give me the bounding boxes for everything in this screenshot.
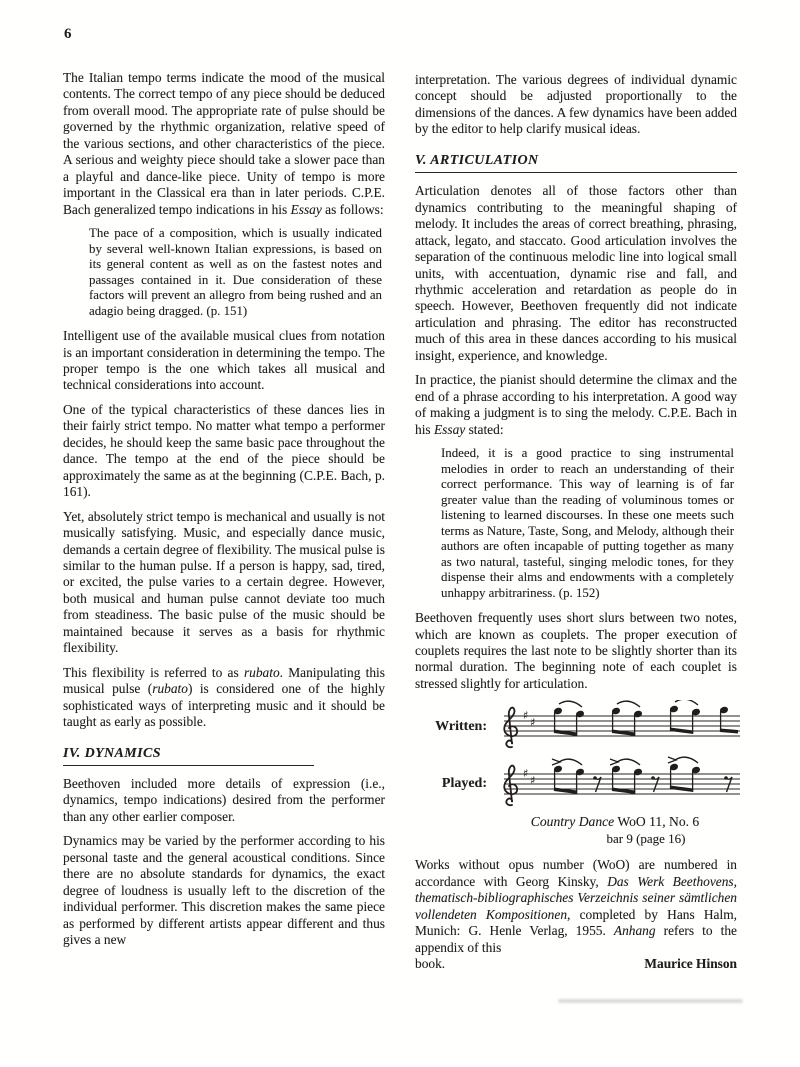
paragraph-intelligent-use: Intelligent use of the available musical clues from notation is an important consideration in determining the tempo. The proper tempo is the one which takes all musical and technical considerations into account. <box>63 328 385 393</box>
text-run: as follows: <box>321 201 384 217</box>
text-run: refers to the appendix of this <box>415 923 737 955</box>
text-run: Works without opus number (WoO) are numbered in accordance with Georg Kinsky, <box>415 857 737 889</box>
figure-caption <box>493 814 737 847</box>
paragraph-strict-tempo: One of the typical characteristics of these dances lies in their fairly strict tempo. No matter what tempo a performer decides, he should keep the same basic pace throughout the dance. The tempo at the end of the piece should be approximately the same as at the beginning (C.P.E. Bach, p. 161). <box>63 401 385 500</box>
paragraph-flexibility: Yet, absolutely strict tempo is mechanical and usually is not musically satisfying. Music, and especially dance music, demands a certain degree of flexibility. The musical pulse is similar to the human pulse. If a person is happy, sad, tired, or excited, the pulse varies to a certain degree. However, both musical and human pulse cannot deviate too much from steadiness. The basic pulse of the music should be maintained because it serves as a basis for rhythmic flexibility. <box>63 508 385 656</box>
figure-caption-title <box>493 814 737 830</box>
sharp-sign: ♯ <box>530 716 536 730</box>
paragraph-couplets: Beethoven frequently uses short slurs between two notes, which are known as couplets. The proper execution of couplets requires the last note to be slightly shorter than its normal duration. The beginning note of each couplet is stressed slightly for articulation. <box>415 610 737 691</box>
sharp-sign: ♯ <box>523 709 529 723</box>
paragraph-woo-note <box>415 857 737 956</box>
played-staff-row <box>423 756 737 812</box>
scan-artifact <box>558 999 743 1003</box>
section-heading-articulation: V. ARTICULATION <box>415 153 737 173</box>
figure-caption-bar: bar 9 (page 16) <box>606 830 686 846</box>
played-label: Played: <box>441 776 487 792</box>
treble-clef-icon <box>504 766 517 806</box>
paragraph-in-practice <box>415 372 737 438</box>
blockquote-cpe-bach-tempo: The pace of a composition, which is usually indicated by several well-known Italian expressions, is based on its general content as well as on the fastest notes and passages contained in it. Due consideration of these factors will prevent an allegro from being rushed and an adagio being dragged. (p. 151) <box>89 226 382 318</box>
text-run: This flexibility is referred to as <box>63 664 244 680</box>
written-label: Written: <box>435 719 487 735</box>
author-attribution: Maurice Hinson <box>644 955 737 971</box>
right-column <box>415 72 737 972</box>
attribution-line <box>415 956 737 972</box>
text-run: WoO 11, No. 6 <box>614 814 700 830</box>
page-number: 6 <box>64 26 72 42</box>
text-run: The Italian tempo terms indicate the mood of the musical contents. The correct tempo of any piece should be deduced from overall mood. The appropriate rate of pulse should be governed by the rhythmic organization, relative speed of the various sections, and other characteristics of the piece. A serious and weighty piece should take a slower pace than a playful and dance-like piece. Unity of tempo is more important in the Classical era than in later periods. C.P.E. Bach generalized tempo indications in his <box>63 70 385 217</box>
sharp-sign: ♯ <box>523 767 529 781</box>
blockquote-cpe-bach-singing: Indeed, it is a good practice to sing instrumental melodies in order to reach an understanding of their correct performance. This way of learning is of far greater value than the reading of voluminous tomes or listening to learned discourses. In these one meets such terms as Nature, Taste, Song, and Melody, although their authors are often incapable of putting together as many as two natural, tasteful, singing melodic tones, for they dispense their alms and endowments with a completely unhappy arbitrariness. (p. 152) <box>441 446 735 600</box>
text-run: Essay <box>290 201 322 217</box>
last-word: book. <box>415 955 446 971</box>
text-run: Country Dance <box>530 814 615 830</box>
paragraph-interpretation: interpretation. The various degrees of individual dynamic concept should be adjusted proportionally to the dimensions of the dances. A few dynamics have been added by the editor to help clarify musical ideas. <box>415 72 737 137</box>
text-run: Essay <box>433 421 466 437</box>
text-run: ) is considered one of the highly sophisticated ways of interpreting music and it should be taught as early as possible. <box>63 681 385 730</box>
text-run: stated: <box>465 421 504 437</box>
text-run: Das Werk Beethovens, thematisch-bibliographisches Verzeichnis seiner sämtlichen vollendeten Kompositionen <box>415 873 737 922</box>
paragraph-rubato <box>63 665 385 731</box>
text-run: Anhang <box>613 923 656 939</box>
accent-icon <box>552 759 560 765</box>
paragraph-articulation-denotes: Articulation denotes all of those factors other than dynamics contributing to the meaningful shaping of melody. It includes the areas of correct breathing, phrasing, attack, legato, and staccato. Good articulation involves the separation of the continuous melodic line into logical small units, with accentuation, dynamic rise and fall, and rhythmic acceleration and retardation as people do in speech. However, Beethoven frequently did not indicate articulation and phrasing. The editor has reconstructed much of this area in these dances according to his musical insight, experience, and knowledge. <box>415 183 737 363</box>
section-heading-dynamics: IV. DYNAMICS <box>63 746 314 766</box>
text-run: rubato <box>152 681 188 697</box>
treble-clef-icon <box>504 708 517 748</box>
music-example-figure <box>423 700 737 847</box>
text-run: , completed by Hans Halm, Munich: G. Henle Verlag, 1955. <box>415 906 737 939</box>
accent-icon <box>668 757 676 763</box>
text-run: . Manipulating this musical pulse ( <box>63 664 385 697</box>
accent-icon <box>610 759 618 765</box>
paragraph-beethoven-expression: Beethoven included more details of expression (i.e., dynamics, tempo indications) desired from the performer than any other earlier composer. <box>63 775 385 824</box>
written-staff <box>492 700 740 754</box>
couplet-notes <box>670 700 701 734</box>
paragraph-dynamics-varied: Dynamics may be varied by the performer according to his personal taste and the general acoustical conditions. Since there are no absolute standards for dynamics, the exact degree of loudness is usually left to the discretion of the individual performer. This discretion makes the same piece as performed by different artists appear different and thus gives a new <box>63 833 385 948</box>
trailing-note <box>720 707 738 734</box>
left-column <box>63 70 385 956</box>
text-run: In practice, the pianist should determine the climax and the end of a phrase according to his interpretation. A good way of making a judgment is to sing the melody. C.P.E. Bach in his <box>415 372 737 437</box>
written-staff-row <box>423 700 737 754</box>
sharp-sign: ♯ <box>530 774 536 788</box>
played-staff <box>492 756 740 812</box>
text-run: rubato <box>243 664 280 680</box>
paragraph-tempo-intro <box>63 70 385 218</box>
